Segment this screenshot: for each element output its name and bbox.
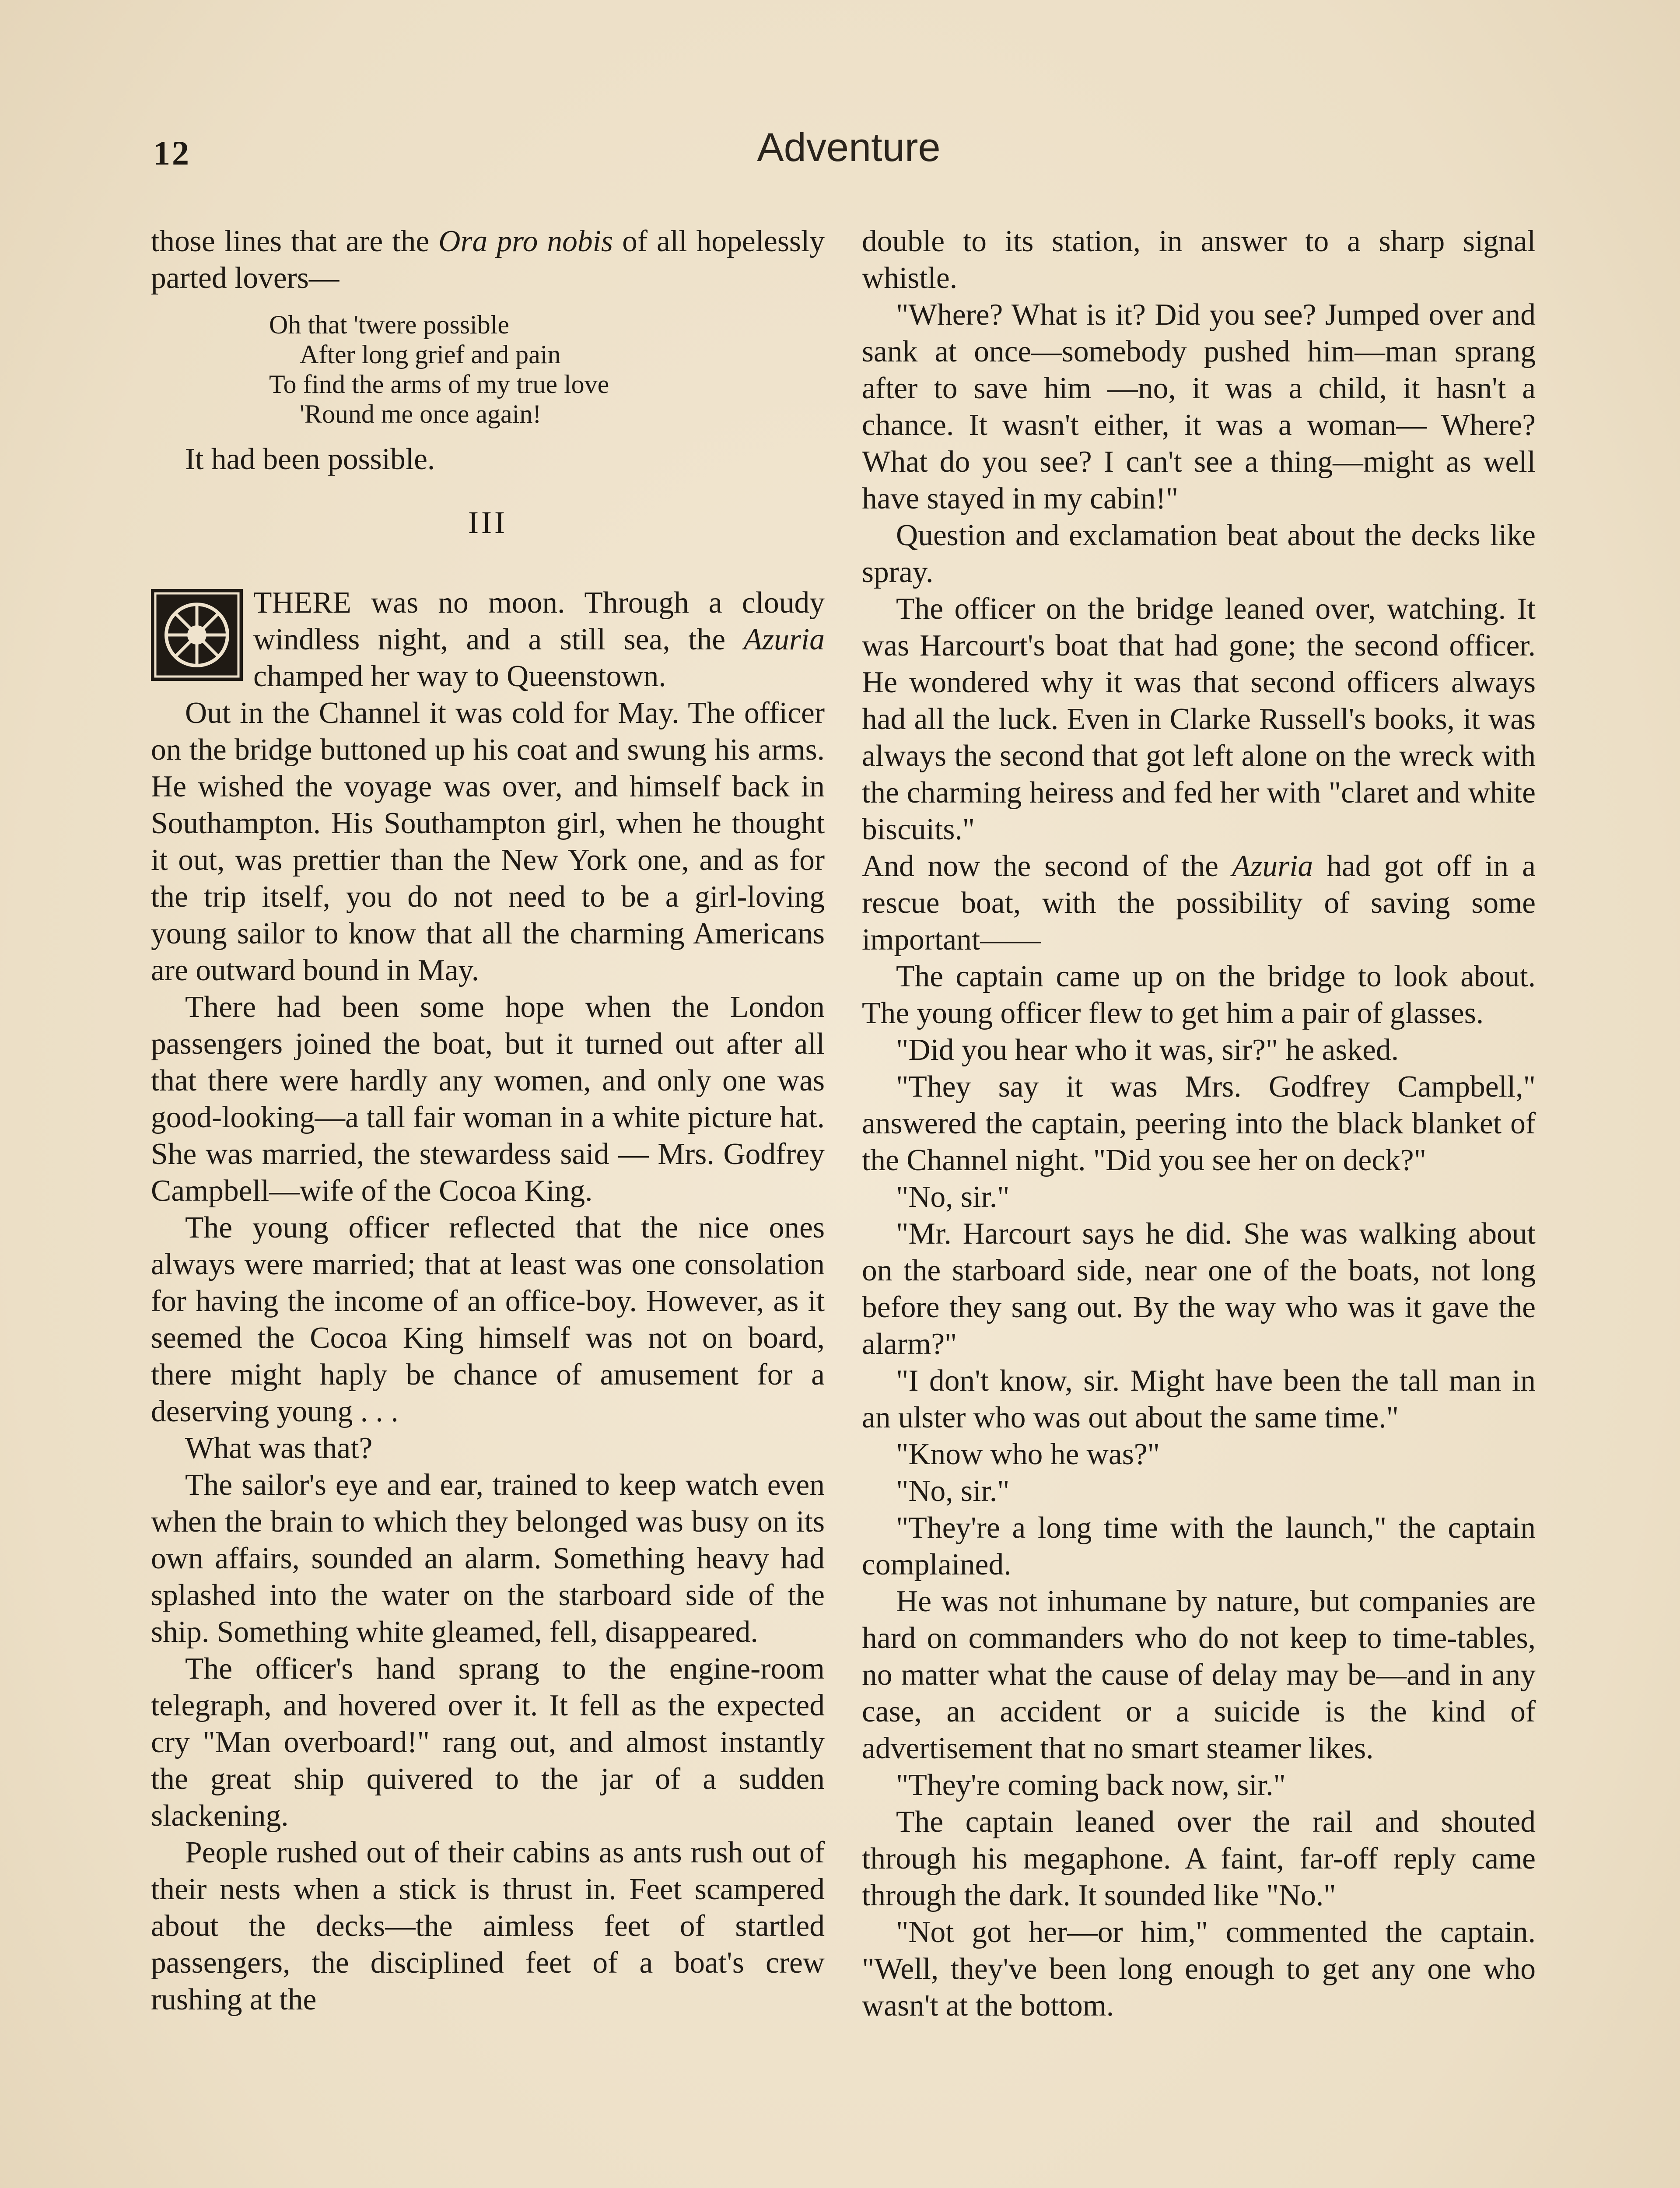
body-paragraph: What was that?: [185, 1431, 373, 1465]
right-column: [862, 223, 1536, 2188]
poem-stanza: [151, 310, 825, 429]
body-paragraph: "Did you hear who it was, sir?" he asked.: [896, 1033, 1399, 1067]
ship-name-italic: Azuria: [743, 623, 825, 656]
poem-line: After long grief and pain: [300, 340, 561, 369]
body-paragraph: "They're coming back now, sir.": [896, 1768, 1286, 1802]
body-paragraph: Out in the Channel it was cold for May. The officer on the bridge buttoned up his coat and swung his arms. He wished the voyage was over, and himself back in Southampton. His Southampton girl, when he thought it out, was prettier than the New York one, and as for the trip itself, you do not need to be a girl-loving young sailor to know that all the charming Americans are outward bound in May.: [151, 696, 825, 987]
body-paragraph: "Where? What is it? Did you see? Jumped over and sank at once—somebody pushed him—man sprang after to save him —no, it was a child, it hasn't a chance. It wasn't either, it was a woman— Where? What do you see? I can't see a thing—might as well have stayed in my cabin!": [862, 298, 1536, 515]
poem-line: Oh that 'twere possible: [269, 310, 510, 339]
body-paragraph: "Know who he was?": [896, 1438, 1160, 1471]
body-paragraph: "They're a long time with the launch," the captain complained.: [862, 1511, 1536, 1581]
opening-paragraph: THERE was no moon. Through a cloudy windless night, and a still sea, the Azuria champed her way to Queenstown.: [151, 585, 825, 695]
body-paragraph: Question and exclamation beat about the decks like spray.: [862, 519, 1536, 589]
body-paragraph: The young officer reflected that the nice ones always were married; that at least was one consolation for having the income of an office-boy. However, as it seemed the Cocoa King himself was not on board, there might haply be chance of amusement for a deserving young . . .: [151, 1211, 825, 1428]
body-paragraph: "No, sir.": [896, 1474, 1010, 1508]
page-number: 12: [153, 134, 191, 172]
body-paragraph: "No, sir.": [896, 1180, 1010, 1214]
page-header: [149, 125, 1549, 182]
body-paragraph: The captain leaned over the rail and shouted through his megaphone. A faint, far-off reply came through the dark. It sounded like "No.": [862, 1805, 1536, 1912]
body-paragraph: The officer on the bridge leaned over, watching. It was Harcourt's boat that had gone; the second officer. He wondered why it was that second officers always had all the luck. Even in Clarke Russell's books, it was always the second that got left alone on the wreck with the charming heiress and fed her with "claret and white biscuits.": [862, 592, 1536, 846]
body-paragraph: The officer's hand sprang to the engine-room telegraph, and hovered over it. It fell as the expected cry "Man overboard!" rang out, and almost instantly the great ship quivered to the jar of a sudden slackening.: [151, 1652, 825, 1833]
body-paragraph: The captain came up on the bridge to look about. The young officer flew to get him a pair of glasses.: [862, 960, 1536, 1030]
body-paragraph: He was not inhumane by nature, but companies are hard on commanders who do not keep to time-tables, no matter what the cause of delay may be—and in any case, an accident or a suicide is the kind of advertisement that no smart steamer likes.: [862, 1585, 1536, 1765]
continuation-paragraph: double to its station, in answer to a sharp signal whistle.: [862, 224, 1536, 295]
ship-name-italic: Azuria: [1232, 849, 1313, 883]
section-heading: III: [468, 505, 508, 540]
body-paragraph: "Not got her—or him," commented the captain. "Well, they've been long enough to get any one who wasn't at the bottom.: [862, 1915, 1536, 2023]
body-paragraph: And now the second of the Azuria had got off in a rescue boat, with the possibility of saving some important——: [862, 849, 1536, 957]
poem-line: 'Round me once again!: [300, 400, 542, 428]
ornamental-dropcap-icon: [151, 589, 243, 681]
running-title: Adventure: [757, 125, 941, 170]
body-paragraph: "I don't know, sir. Might have been the tall man in an ulster who was out about the same time.": [862, 1364, 1536, 1434]
body-paragraph: People rushed out of their cabins as ants rush out of their nests when a stick is thrust in. Feet scampered about the decks—the aimless feet of startled passengers, the disciplined feet of a boat's crew rushing at the: [151, 1836, 825, 2016]
body-paragraph: "They say it was Mrs. Godfrey Campbell," answered the captain, peering into the black blanket of the Channel night. "Did you see her on deck?": [862, 1070, 1536, 1177]
after-poem-line: It had been possible.: [185, 442, 435, 476]
poem-line: To find the arms of my true love: [269, 370, 609, 399]
body-paragraph: "Mr. Harcourt says he did. She was walking about on the starboard side, near one of the boats, not long before they sang out. By the way who was it gave the alarm?": [862, 1217, 1536, 1361]
body-paragraph: The sailor's eye and ear, trained to keep watch even when the brain to which they belonged was busy on its own affairs, sounded an alarm. Something heavy had splashed into the water on the starboard side of the ship. Something white gleamed, fell, disappeared.: [151, 1468, 825, 1649]
intro-paragraph: those lines that are the Ora pro nobis of all hopelessly parted lovers—: [151, 224, 825, 295]
body-paragraph: There had been some hope when the London passengers joined the boat, but it turned out after all that there were hardly any women, and only one was good-looking—a tall fair woman in a white picture hat. She was married, the stewardess said — Mrs. Godfrey Campbell—wife of the Cocoa King.: [151, 990, 825, 1208]
left-column: [151, 223, 825, 2188]
ora-pro-nobis-italic: Ora pro nobis: [438, 224, 613, 258]
